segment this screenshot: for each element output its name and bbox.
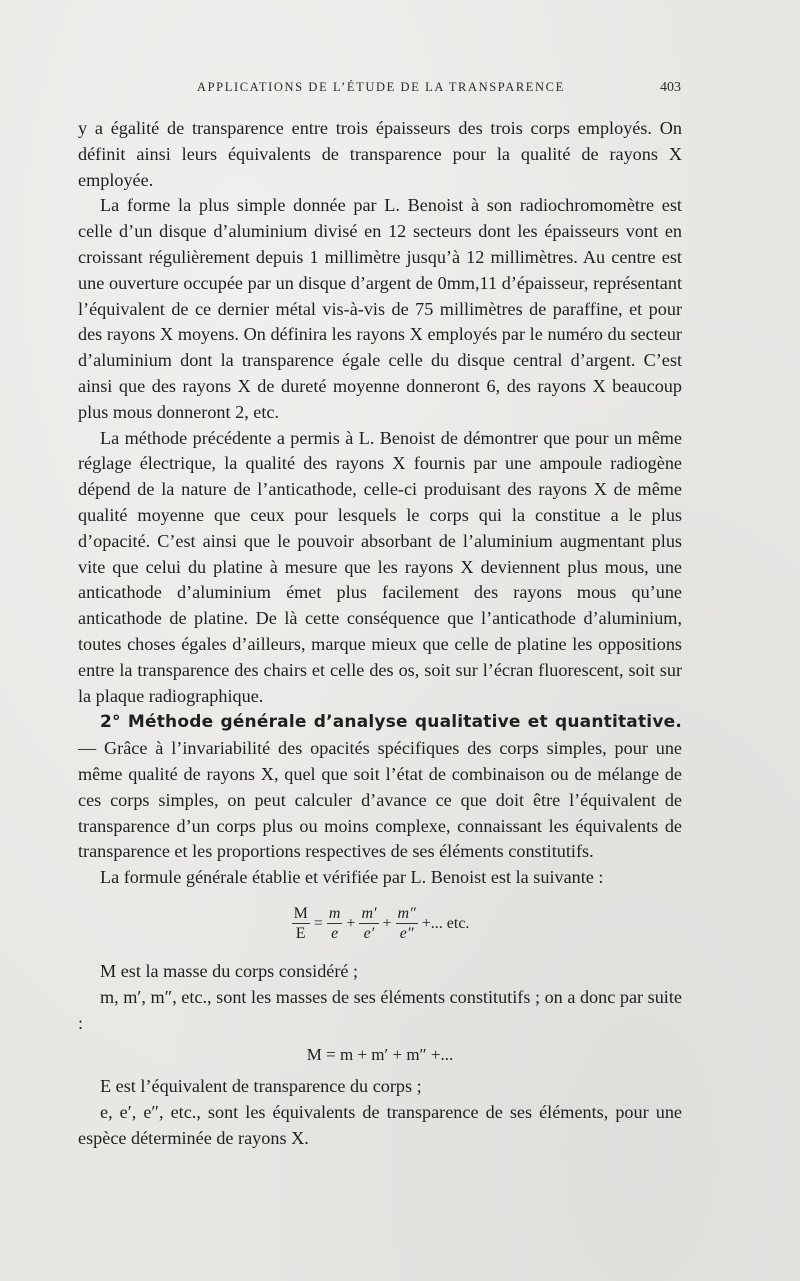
equals-sign: = [313,915,323,932]
fraction-denominator: E [295,925,306,943]
running-head: APPLICATIONS DE L’ÉTUDE DE LA TRANSPARENCE [197,80,565,94]
fraction-M-E [292,904,310,943]
fraction-numerator: m′ [361,905,377,923]
fraction-denominator: e′ [363,925,375,943]
section-heading: 2° Méthode générale d’analyse qualitative et quantitative. [100,712,682,733]
paragraph-5: La formule générale établie et vérifiée par L. Benoist est la suivante : [100,867,604,888]
formula-mass-sum: M = m + m′ + m″ +... [306,1045,454,1065]
paragraph-2: La forme la plus simple donnée par L. Benoist à son radiochromomètre est celle d’un disque d’aluminium divisé en 12 secteurs dont les épaisseurs vont en croissant régulièrement depuis 1 millimètre jusqu’à 12 millimètres. Au centre est une ouverture occupée par un disque d’argent de 0mm,11 d’épaisseur, représentant l’équivalent de ce dernier métal vis-à-vis de 75 millimètres de paraffine, et pour des rayons X moyens. On définira les rayons X employés par le numéro du secteur d’aluminium dont la transparence égale celle du disque central d’argent. C’est ainsi que des rayons X de dureté moyenne donneront 6, des rayons X beaucoup plus mous donneront 2, etc. [78,195,682,422]
page-number: 403 [660,80,681,95]
paragraph-6: M est la masse du corps considéré ; [100,960,359,981]
fraction-denominator: e″ [399,925,414,943]
paragraph-3: La méthode précédente a permis à L. Benoist de démontrer que pour un même réglage électrique, la qualité des rayons X fournis par une ampoule radiogène dépend de la nature de l’anticathode, celle-ci produisant des rayons X de même qualité moyenne que ceux pour lesquels le corps qui la constitue a le plus d’opacité. C’est ainsi que le pouvoir absorbant de l’aluminium augmentant plus vite que celui du platine à mesure que les rayons X deviennent plus mous, une anticathode d’aluminium émet plus facilement des rayons mous qu’une anticathode de platine. De là cette conséquence que l’anticathode d’aluminium, toutes choses égales d’ailleurs, marque mieux que celle de platine les oppositions entre la transparence des chairs et celle des os, soit sur l’écran fluorescent, soit sur la plaque radiographique. [78,427,682,706]
page-header [0,80,800,100]
fraction-m-e [327,904,343,943]
paragraph-4-body: — Grâce à l’invariabilité des opacités spécifiques des corps simples, pour une même qualité de rayons X, quel que soit l’état de combinaison ou de mélange de ces corps simples, on peut calculer d’avance ce que doit être l’équivalent de transparence d’un corps plus ou moins complexe, connaissant les équivalents de transparence et les proportions respectives de ses éléments constitutifs. [78,738,682,862]
fraction-numerator: m″ [397,905,416,923]
plus-sign: + [382,915,392,932]
fraction-denominator: e [331,925,339,943]
paragraph-1: y a égalité de transparence entre trois épaisseurs des trois corps employés. On définit ainsi leurs équivalents de transparence pour la qualité de rayons X employée. [78,118,682,190]
plus-sign: + [346,915,356,932]
paragraph-7: m, m′, m″, etc., sont les masses de ses éléments constitutifs ; on a donc par suite : [78,986,682,1033]
paragraph-4 [78,709,682,865]
paragraph-9: e, e′, e″, etc., sont les équivalents de transparence de ses éléments, pour une espèce déterminée de rayons X. [78,1101,682,1148]
fraction-numerator: M [293,905,308,923]
fraction-numerator: m [328,905,341,923]
formula-tail: +... etc. [421,915,470,932]
paragraph-8: E est l’équivalent de transparence du corps ; [100,1076,422,1097]
formula-transparence [78,893,682,955]
page-body [78,116,682,1151]
fraction-m1-e1 [359,904,378,943]
fraction-m2-e2 [396,904,418,943]
